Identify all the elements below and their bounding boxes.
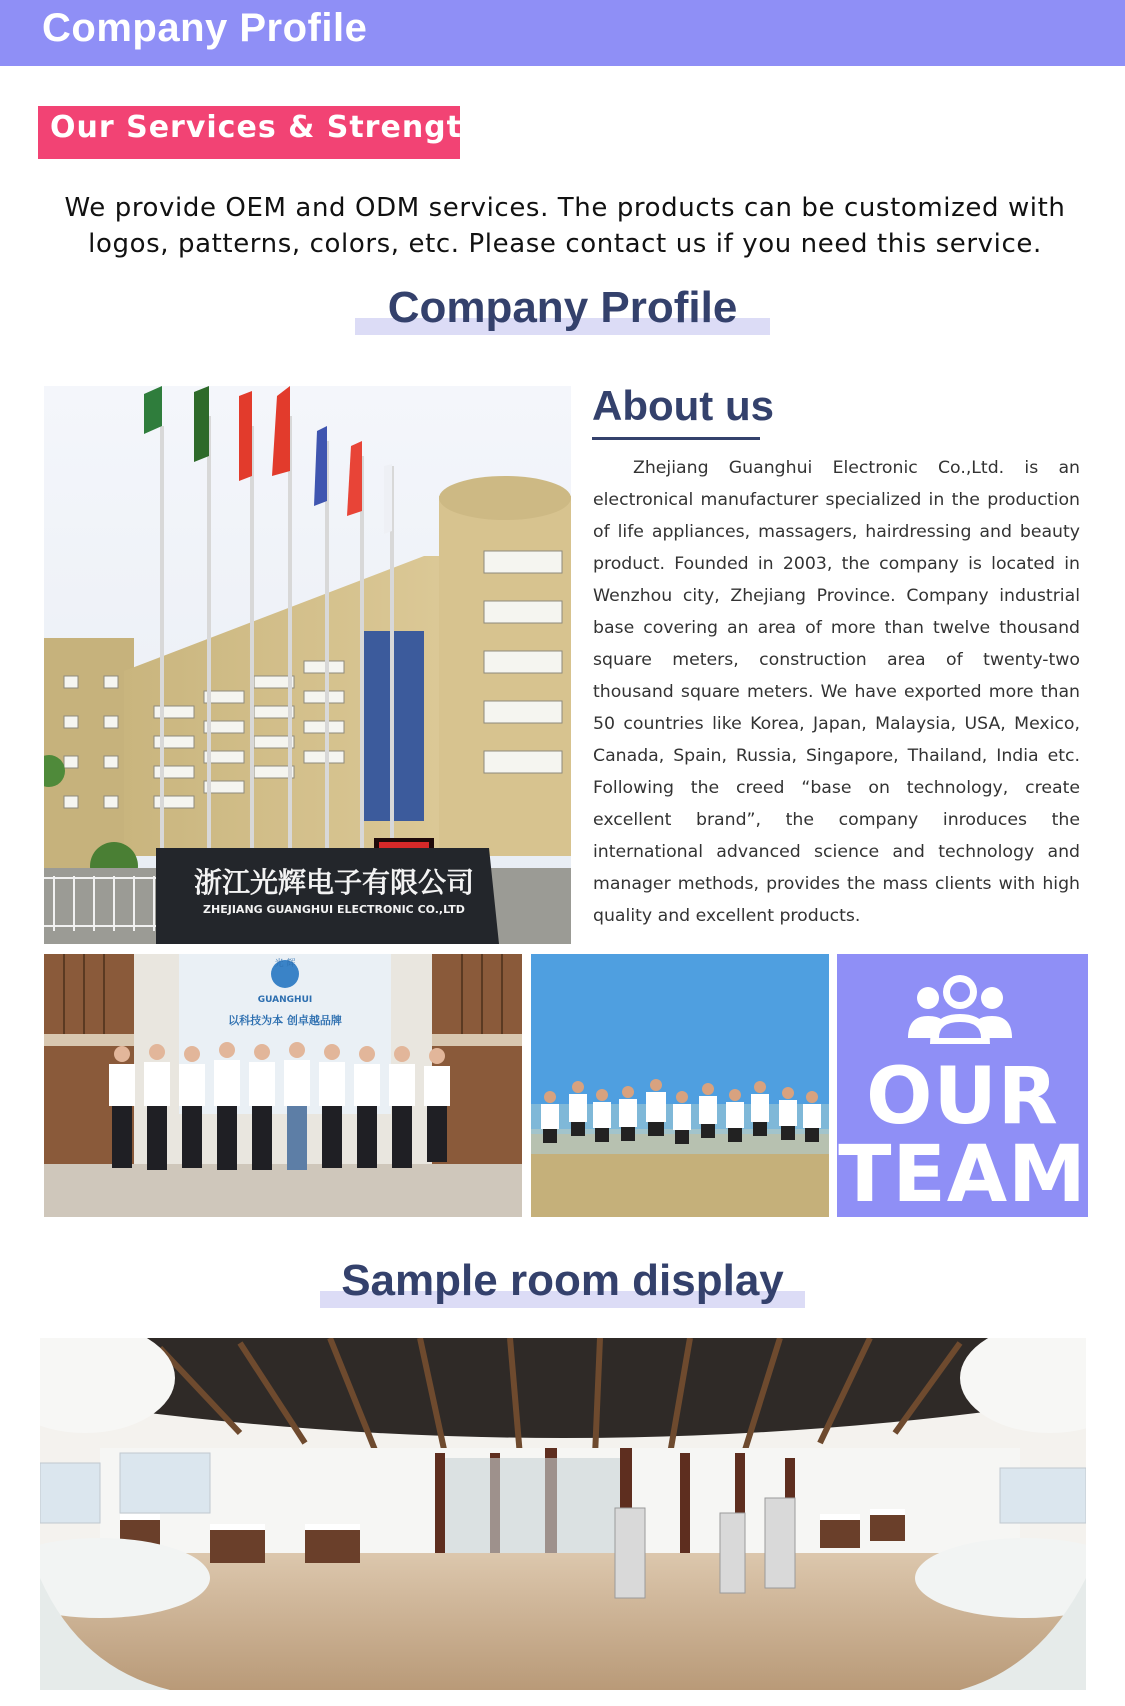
about-body-text: Zhejiang Guanghui Electronic Co.,Ltd. is an electronical manufacturer specialized in the production of life appliances, massagers, hairdressing and beauty product. Founded in 2003, the company is located in Wenzhou city, Zhejiang Province. Company industrial base covering an area of more than twelve thousand square meters, construction area of twenty-two thousand square meters. We have exported more than 50 countries like Korea, Japan, Malaysia, USA, Mexico, Canada, Spain, Russia, Singapore, Thailand, India etc. Following the creed “base on technology, create excellent brand”, the company inroduces the international advanced science and technology and manager methods, provides the mass clients with high quality and excellent products. — [593, 458, 1080, 926]
about-heading: About us — [592, 382, 774, 429]
services-badge-label: Our Services & Strength — [50, 110, 485, 145]
our-team-text — [837, 1052, 1088, 1220]
sample-room-heading: Sample room display — [341, 1256, 784, 1305]
header-title: Company Profile — [42, 6, 368, 50]
building-sign-chinese: 浙江光辉电子有限公司 — [193, 866, 475, 899]
building-sign-english: ZHEJIANG GUANGHUI ELECTRONIC CO.,LTD — [203, 903, 465, 916]
about-heading-rule — [592, 437, 760, 440]
our-team-line1: OUR — [866, 1052, 1059, 1142]
beach-team-photo — [531, 954, 829, 1217]
company-profile-heading: Company Profile — [387, 283, 738, 332]
building-photo — [44, 386, 571, 944]
lobby-logo-chinese: 光 辉 — [274, 959, 296, 969]
intro-text: We provide OEM and ODM services. The products can be customized with logos, patterns, colors, etc. Please contact us if you need this service. — [64, 193, 1066, 259]
lobby-slogan: 以科技为本 创卓越品牌 — [228, 1014, 342, 1027]
lobby-team-photo — [44, 954, 522, 1217]
lobby-logo-english: GUANGHUI — [257, 995, 313, 1005]
sample-room-photo — [40, 1338, 1086, 1690]
group-people-icon — [908, 972, 1012, 1044]
our-team-line2: TEAM — [838, 1130, 1087, 1220]
